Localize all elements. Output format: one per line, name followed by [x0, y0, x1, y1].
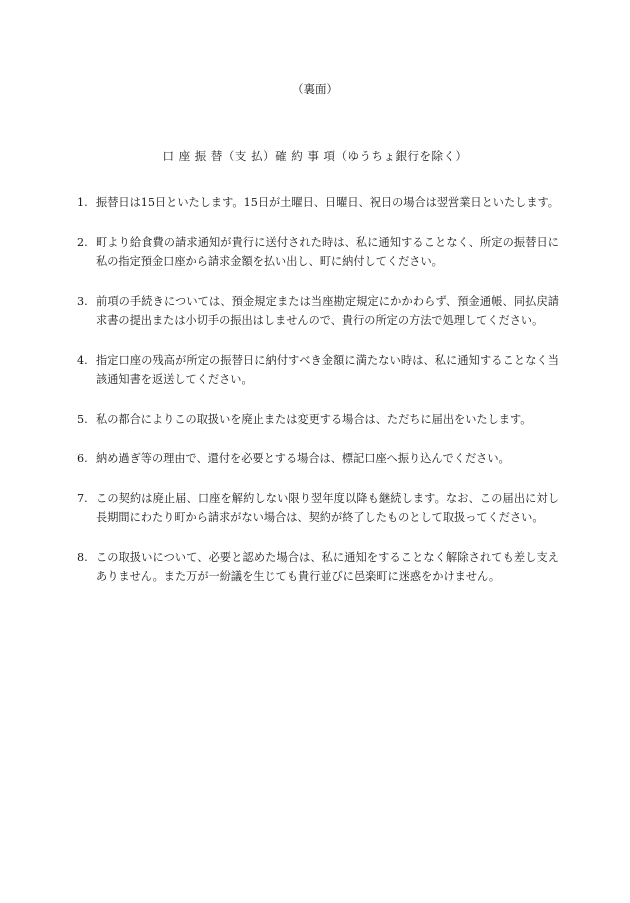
terms-item	[77, 410, 559, 430]
document-title: 口 座 振 替（支 払）確 約 事 項（ゆうちょ銀行を除く）	[162, 149, 468, 163]
terms-item-number: 3.	[77, 294, 88, 308]
terms-item-text: 振替日は15日といたします。15日が土曜日、日曜日、祝日の場合は翌営業日といたします。	[96, 196, 559, 209]
terms-item-number: 6.	[77, 452, 88, 465]
terms-item-text: この契約は廃止届、口座を解約しない限り翌年度以降も継続します。なお、この届出に対し長期間にわたり町から請求がない場合は、契約が終了したものとして取扱ってください。	[96, 491, 559, 524]
reverse-side-label: （裏面）	[292, 82, 338, 96]
terms-item-text: 指定口座の残高が所定の振替日に納付すべき金額に満たない時は、私に通知することなく当該通知書を返送してください。	[96, 353, 559, 386]
terms-item-number: 8.	[77, 550, 88, 564]
terms-item-number: 2.	[77, 235, 88, 249]
terms-item-number: 4.	[77, 353, 88, 367]
terms-item	[77, 351, 559, 390]
terms-item-number: 7.	[77, 491, 88, 505]
terms-item-text: 納め過ぎ等の理由で、還付を必要とする場合は、標記口座へ振り込んでください。	[96, 452, 510, 465]
terms-item-text: この取扱いについて、必要と認めた場合は、私に通知をすることなく解除されても差し支えありません。また万が一紛議を生じても貴行並びに邑楽町に迷惑をかけません。	[96, 550, 559, 583]
terms-item-text: 私の都合によりこの取扱いを廃止または変更する場合は、ただちに届出をいたします。	[96, 412, 532, 426]
terms-list	[77, 193, 559, 607]
terms-item	[77, 292, 559, 331]
terms-item-number: 1.	[77, 196, 88, 209]
terms-item	[77, 489, 559, 528]
terms-item-text: 町より給食費の請求通知が貴行に送付された時は、私に通知することなく、所定の振替日に私の指定預金口座から請求金額を払い出し、町に納付してください。	[96, 235, 559, 268]
terms-item	[77, 233, 559, 272]
terms-item	[77, 449, 559, 469]
terms-item	[77, 548, 559, 587]
terms-item	[77, 193, 559, 213]
terms-item-number: 5.	[77, 412, 88, 426]
terms-item-text: 前項の手続きについては、預金規定または当座勘定規定にかかわらず、預金通帳、同払戻請求書の提出または小切手の振出はしませんので、貴行の所定の方法で処理してください。	[96, 294, 559, 327]
